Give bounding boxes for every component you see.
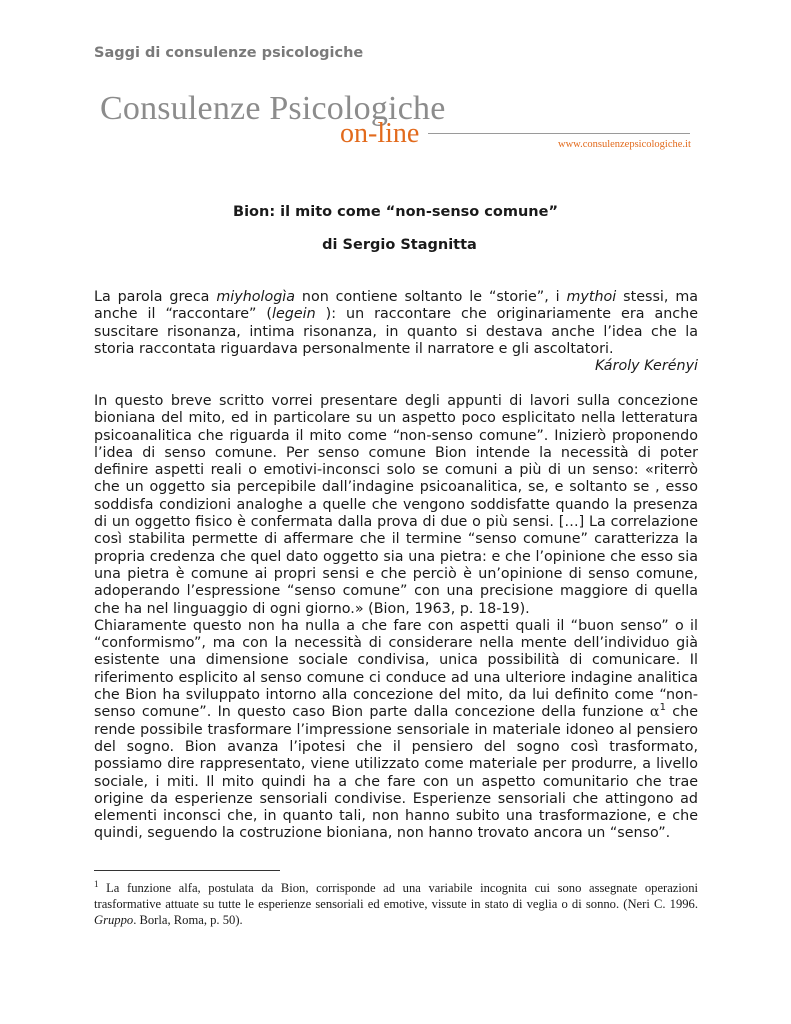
article-author: di Sergio Stagnitta	[322, 237, 477, 253]
logo-divider	[428, 133, 690, 134]
body-paragraph: In questo breve scritto vorrei presentare degli appunti di lavori sulla concezione bioniana del mito, ed in particolare su un aspetto poco esplicitato nella letteratura psicoanalitica che riguarda il mito come “non-senso comune”. Inizierò proponendo l’idea di senso comune. Per senso comune Bion intende la necessità di poter definire aspetti reali o emotivi-inconsci solo se comuni a più di un senso: «riterrò che un oggetto sia percepibile dall’indagine psicoanalitica, se, e soltanto se , esso soddisfa condizioni analoghe a quelle che vengono soddisfatte quando la presenza di un oggetto fisico è confermata dalla prova di due o più sensi. […] La correlazione così stabilita permette di affermare che il termine “senso comune” caratterizza la propria credenza che quel dato oggetto sia una pietra: e che l’opinione che esso sia una pietra è comune ai propri sensi e che perciò è un’opinione di senso comune, adoperando l’espressione “senso comune” con una precisione maggiore di quella che ha nel linguaggio di ogni giorno.» (Bion, 1963, p. 18-19).	[94, 393, 698, 617]
footnote-number: 1	[94, 878, 99, 889]
logo-url: www.consulenzepsicologiche.it	[558, 139, 691, 150]
article-body	[94, 393, 698, 843]
logo-main-text: Consulenze Psicologiche	[100, 90, 446, 127]
alpha-symbol: α	[649, 704, 660, 721]
article-title: Bion: il mito come “non-senso comune”	[233, 204, 558, 220]
series-title: Saggi di consulenze psicologiche	[94, 45, 364, 61]
footnote: $^1$ La funzione alfa, postulata da Bion, corrisponde ad una variabile incognita cui sono assegnate operazioni trasformative attuate su tutte le esperienze sensoriali ed emotive, vissute in stato di veglia o di sonno. (Neri C. 1996. Gruppo. Borla, Roma, p. 50).	[94, 878, 698, 927]
epigraph-text: La parola greca miyhologìa non contiene soltanto le “storie”, i mythoi stessi, ma anche il “raccontare” (legein ): un raccontare che originariamente era anche suscitare risonanza, intima risonanza, in quanto si destava anche l’idea che la storia raccontata riguardava personalmente il narratore e gli ascoltatori.	[94, 289, 699, 357]
logo-sub-text: on-line	[340, 118, 420, 149]
footnote-reference[interactable]: 1	[659, 702, 666, 714]
body-paragraph: Chiaramente questo non ha nulla a che fare con aspetti quali il “buon senso” o il “conformismo”, ma con la necessità di considerare nella mente dell’individuo già esistente una dimensione sociale condivisa, unica possibilità di comunicare. Il riferimento esplicito al senso comune ci conduce ad una ulteriore indagine analitica che Bion ha sviluppato intorno alla concezione del mito, da lui definito come “non-senso comune”. In questo caso Bion parte dalla concezione della funzione α$^1$ che rende possibile trasformare l’impressione sensoriale in materiale idoneo al pensiero del sogno. Bion avanza l’ipotesi che il pensiero del sogno così trasformato, possiamo dire rappresentato, viene utilizzato come materiale per produrre, a livello sociale, i miti. Il mito quindi ha a che fare con un aspetto comunitario che trae origine da esperienze sensoriali condivise. Esperienze sensoriali che attingono ad elementi inconsci che, in quanto tali, non hanno subito una trasformazione, e che quindi, seguendo la costruzione bioniana, non hanno trovato ancora un “senso”.	[94, 617, 698, 842]
epigraph	[94, 289, 698, 375]
epigraph-attribution: Károly Kerényi	[594, 358, 698, 375]
footnote-separator	[94, 870, 280, 871]
